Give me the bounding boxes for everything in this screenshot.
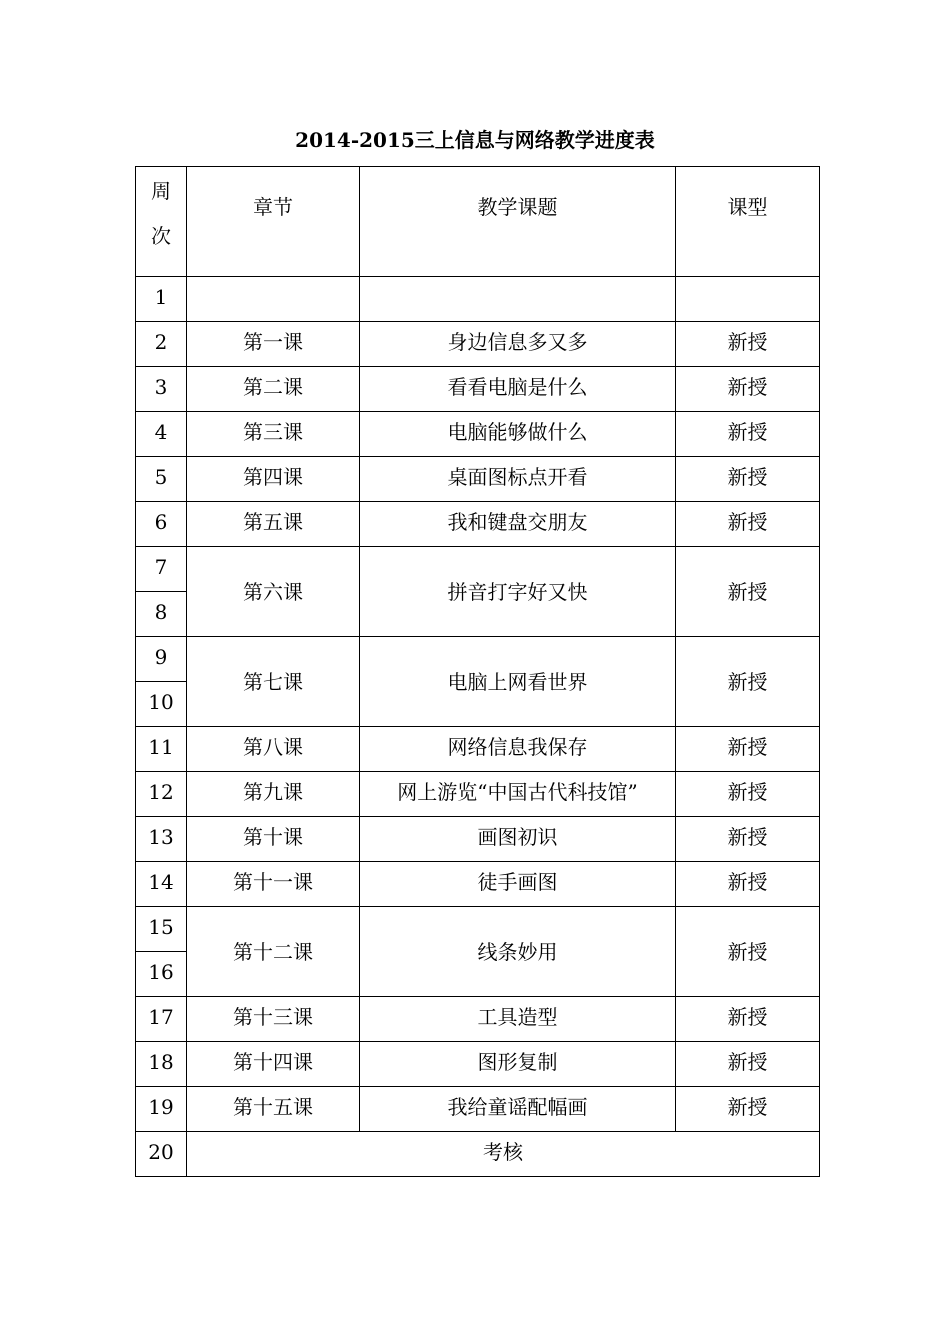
week-header-line2: 次: [151, 224, 171, 248]
table-row: [136, 322, 820, 367]
table-row: [136, 1042, 820, 1087]
week-cell: 19: [136, 1087, 187, 1132]
table-row: [136, 997, 820, 1042]
week-cell: 3: [136, 367, 187, 412]
schedule-table: [135, 166, 820, 1177]
chapter-cell: 第十课: [187, 817, 360, 862]
topic-cell: 桌面图标点开看: [360, 457, 676, 502]
week-cell: 12: [136, 772, 187, 817]
table-row: [136, 457, 820, 502]
table-row: [136, 637, 820, 682]
page-title: 2014-2015三上信息与网络教学进度表: [295, 128, 655, 152]
table-row: [136, 502, 820, 547]
topic-cell: 拼音打字好又快: [360, 547, 676, 637]
week-cell: 6: [136, 502, 187, 547]
type-cell: 新授: [676, 1042, 820, 1087]
exam-cell: 考核: [187, 1132, 820, 1177]
topic-cell: 网上游览“中国古代科技馆”: [360, 772, 676, 817]
type-cell: 新授: [676, 637, 820, 727]
type-cell: 新授: [676, 727, 820, 772]
type-cell: 新授: [676, 862, 820, 907]
topic-cell: 工具造型: [360, 997, 676, 1042]
type-cell: 新授: [676, 412, 820, 457]
topic-header: 教学课题: [360, 167, 676, 277]
chapter-cell: [187, 277, 360, 322]
chapter-cell: 第十三课: [187, 997, 360, 1042]
topic-cell: 网络信息我保存: [360, 727, 676, 772]
chapter-cell: 第十一课: [187, 862, 360, 907]
week-cell: 4: [136, 412, 187, 457]
week-cell: 10: [136, 682, 187, 727]
topic-cell: 电脑上网看世界: [360, 637, 676, 727]
table-row: [136, 1087, 820, 1132]
topic-cell: 线条妙用: [360, 907, 676, 997]
week-header: [136, 167, 187, 277]
week-cell: 1: [136, 277, 187, 322]
chapter-cell: 第十二课: [187, 907, 360, 997]
type-header: 课型: [676, 167, 820, 277]
chapter-cell: 第九课: [187, 772, 360, 817]
topic-cell: 徒手画图: [360, 862, 676, 907]
header-row: [136, 167, 820, 277]
type-cell: 新授: [676, 997, 820, 1042]
week-cell: 2: [136, 322, 187, 367]
chapter-header: 章节: [187, 167, 360, 277]
type-cell: 新授: [676, 502, 820, 547]
type-cell: [676, 277, 820, 322]
table-row: [136, 772, 820, 817]
week-cell: 15: [136, 907, 187, 952]
table-row: [136, 547, 820, 592]
week-cell: 17: [136, 997, 187, 1042]
table-row: [136, 817, 820, 862]
week-cell: 20: [136, 1132, 187, 1177]
table-row: [136, 277, 820, 322]
topic-cell: [360, 277, 676, 322]
week-cell: 18: [136, 1042, 187, 1087]
week-cell: 7: [136, 547, 187, 592]
type-cell: 新授: [676, 1087, 820, 1132]
table-row: [136, 1132, 820, 1177]
chapter-cell: 第十四课: [187, 1042, 360, 1087]
chapter-cell: 第二课: [187, 367, 360, 412]
topic-cell: 看看电脑是什么: [360, 367, 676, 412]
chapter-cell: 第六课: [187, 547, 360, 637]
week-cell: 16: [136, 952, 187, 997]
type-cell: 新授: [676, 772, 820, 817]
week-cell: 8: [136, 592, 187, 637]
table-row: [136, 907, 820, 952]
chapter-cell: 第十五课: [187, 1087, 360, 1132]
week-header-line1: 周: [151, 179, 171, 203]
topic-cell: 图形复制: [360, 1042, 676, 1087]
topic-cell: 电脑能够做什么: [360, 412, 676, 457]
week-cell: 11: [136, 727, 187, 772]
week-cell: 9: [136, 637, 187, 682]
chapter-cell: 第三课: [187, 412, 360, 457]
topic-cell: 画图初识: [360, 817, 676, 862]
table-row: [136, 862, 820, 907]
type-cell: 新授: [676, 367, 820, 412]
chapter-cell: 第八课: [187, 727, 360, 772]
week-cell: 5: [136, 457, 187, 502]
type-cell: 新授: [676, 457, 820, 502]
table-row: [136, 727, 820, 772]
chapter-cell: 第一课: [187, 322, 360, 367]
topic-cell: 我和键盘交朋友: [360, 502, 676, 547]
type-cell: 新授: [676, 547, 820, 637]
table-row: [136, 367, 820, 412]
chapter-cell: 第五课: [187, 502, 360, 547]
type-cell: 新授: [676, 322, 820, 367]
table-row: [136, 412, 820, 457]
week-cell: 14: [136, 862, 187, 907]
chapter-cell: 第四课: [187, 457, 360, 502]
week-cell: 13: [136, 817, 187, 862]
type-cell: 新授: [676, 817, 820, 862]
topic-cell: 我给童谣配幅画: [360, 1087, 676, 1132]
type-cell: 新授: [676, 907, 820, 997]
chapter-cell: 第七课: [187, 637, 360, 727]
topic-cell: 身边信息多又多: [360, 322, 676, 367]
